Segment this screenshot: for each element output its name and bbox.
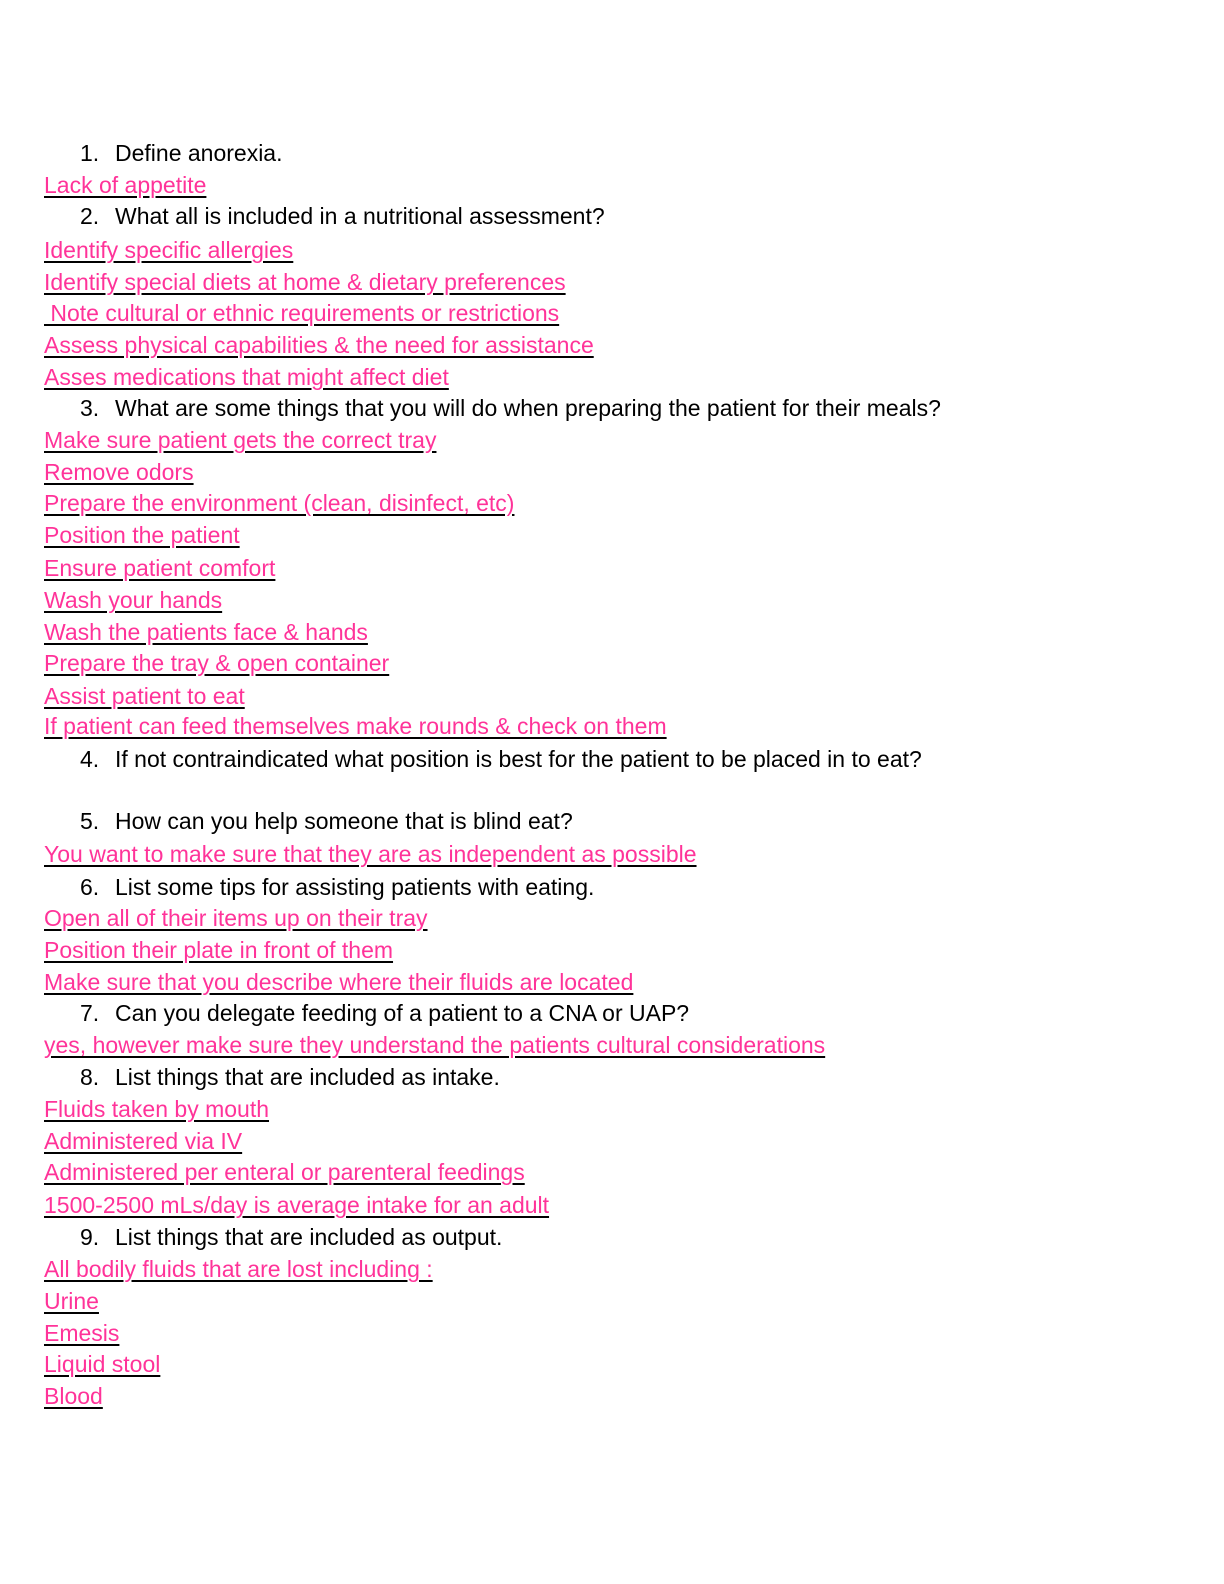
answer-line: Blood — [44, 1383, 103, 1409]
question-number: 8. — [80, 1064, 100, 1090]
answer-line: If patient can feed themselves make rounds & check on them — [44, 713, 667, 739]
question-text: List some tips for assisting patients with eating. — [115, 874, 595, 900]
answer-line: Make sure that you describe where their fluids are located — [44, 969, 634, 995]
question-text: Can you delegate feeding of a patient to a CNA or UAP? — [115, 1000, 690, 1026]
question-item — [80, 138, 283, 168]
answer-line: Remove odors — [44, 459, 194, 485]
question-text: Define anorexia. — [115, 140, 283, 166]
question-number: 4. — [80, 746, 100, 772]
question-number: 1. — [80, 140, 100, 166]
question-number: 7. — [80, 1000, 100, 1026]
answer-line: Urine — [44, 1288, 99, 1314]
question-number: 6. — [80, 874, 100, 900]
question-item — [80, 998, 689, 1028]
answer-line: Note cultural or ethnic requirements or restrictions — [44, 300, 560, 326]
answer-line: Position their plate in front of them — [44, 937, 394, 963]
question-item — [80, 1222, 502, 1252]
question-text: List things that are included as intake. — [115, 1064, 500, 1090]
answer-line: Ensure patient comfort — [44, 555, 276, 581]
answer-line: Liquid stool — [44, 1351, 161, 1377]
question-item — [80, 1062, 500, 1092]
question-item — [80, 806, 573, 836]
question-number: 5. — [80, 808, 100, 834]
answer-line: Prepare the environment (clean, disinfect, etc) — [44, 490, 515, 516]
answer-line: Open all of their items up on their tray — [44, 905, 428, 931]
question-item — [80, 393, 941, 423]
answer-line: 1500-2500 mLs/day is average intake for an adult — [44, 1192, 550, 1218]
answer-line: Wash the patients face & hands — [44, 619, 368, 645]
question-text: How can you help someone that is blind eat? — [115, 808, 573, 834]
answer-line: Prepare the tray & open container — [44, 650, 390, 676]
answer-line: Assist patient to eat — [44, 683, 245, 709]
answer-line: yes, however make sure they understand the patients cultural considerations — [44, 1032, 826, 1058]
answer-line: Position the patient — [44, 522, 240, 548]
answer-line: Wash your hands — [44, 587, 223, 613]
answer-line: Administered via IV — [44, 1128, 243, 1154]
answer-line: Fluids taken by mouth — [44, 1096, 270, 1122]
answer-line: You want to make sure that they are as independent as possible — [44, 841, 697, 867]
answer-line: Lack of appetite — [44, 172, 207, 198]
answer-line: Identify special diets at home & dietary preferences — [44, 269, 566, 295]
question-text: What all is included in a nutritional assessment? — [115, 203, 605, 229]
question-item — [80, 201, 605, 231]
question-number: 2. — [80, 203, 100, 229]
question-item — [80, 744, 922, 774]
answer-line: Assess physical capabilities & the need for assistance — [44, 332, 594, 358]
question-number: 9. — [80, 1224, 100, 1250]
question-number: 3. — [80, 395, 100, 421]
question-text: List things that are included as output. — [115, 1224, 503, 1250]
answer-line: Emesis — [44, 1320, 120, 1346]
answer-line: Administered per enteral or parenteral feedings — [44, 1159, 525, 1185]
question-item — [80, 872, 594, 902]
question-text: If not contraindicated what position is best for the patient to be placed in to eat? — [115, 746, 922, 772]
answer-line: Make sure patient gets the correct tray — [44, 427, 437, 453]
answer-line: Asses medications that might affect diet — [44, 364, 449, 390]
answer-line: Identify specific allergies — [44, 237, 294, 263]
question-text: What are some things that you will do when preparing the patient for their meals? — [115, 395, 941, 421]
answer-line: All bodily fluids that are lost including : — [44, 1256, 433, 1282]
